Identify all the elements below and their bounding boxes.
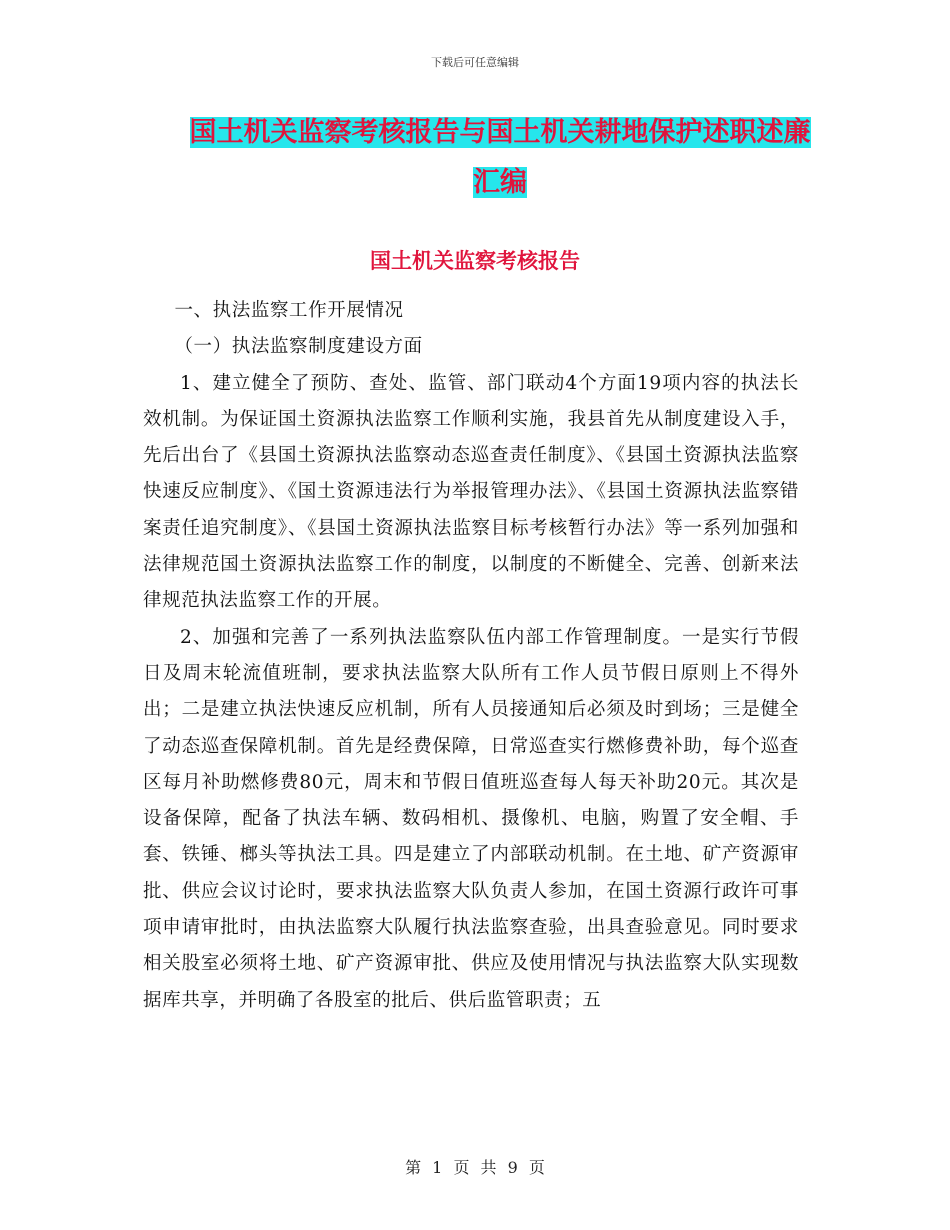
paragraph-1: 1、建立健全了预防、查处、监管、部门联动4个方面19项内容的执法长效机制。为保证国土资源执法监察工作顺利实施，我县首先从制度建设入手，先后出台了《县国土资源执法监察动态巡查责任制度》、《县国土资源执法监察快速反应制度》、《国土资源违法行为举报管理办法》、《县国土资源执法监察错案责任追究制度》、《县国土资源执法监察目标考核暂行办法》等一系列加强和法律规范国土资源执法监察工作的制度，以制度的不断健全、完善、创新来法律规范执法监察工作的开展。 xyxy=(143,372,799,612)
heading-level-1: 一、执法监察工作开展情况 xyxy=(174,300,404,321)
paragraph-2: 2、加强和完善了一系列执法监察队伍内部工作管理制度。一是实行节假日及周末轮流值班制，要求执法监察大队所有工作人员节假日原则上不得外出；二是建立执法快速反应机制，所有人员接通知后必须及时到场；三是健全了动态巡查保障机制。首先是经费保障，日常巡查实行燃修费补助，每个巡查区每月补助燃修费80元，周末和节假日值班巡查每人每天补助20元。其次是设备保障，配备了执法车辆、数码相机、摄像机、电脑，购置了安全帽、手套、铁锤、榔头等执法工具。四是建立了内部联动机制。在土地、矿产资源审批、供应会议讨论时，要求执法监察大队负责人参加，在国土资源行政许可事项申请审批时，由执法监察大队履行执法监察查验，出具查验意见。同时要求相关股室必须将土地、矿产资源审批、供应及使用情况与执法监察大队实现数据库共享，并明确了各股室的批后、供后监管职责；五 xyxy=(143,626,799,1011)
page-header-note: 下载后可任意编辑 xyxy=(431,56,519,69)
page-footer: 第 1 页 共 9 页 xyxy=(405,1158,545,1177)
document-body xyxy=(143,293,799,1019)
heading-level-2: （一）执法监察制度建设方面 xyxy=(174,336,423,358)
document-title xyxy=(180,108,820,208)
section-title: 国土机关监察考核报告 xyxy=(370,249,580,273)
document-title-text: 国土机关监察考核报告与国土机关耕地保护述职述廉汇编 xyxy=(189,117,811,198)
